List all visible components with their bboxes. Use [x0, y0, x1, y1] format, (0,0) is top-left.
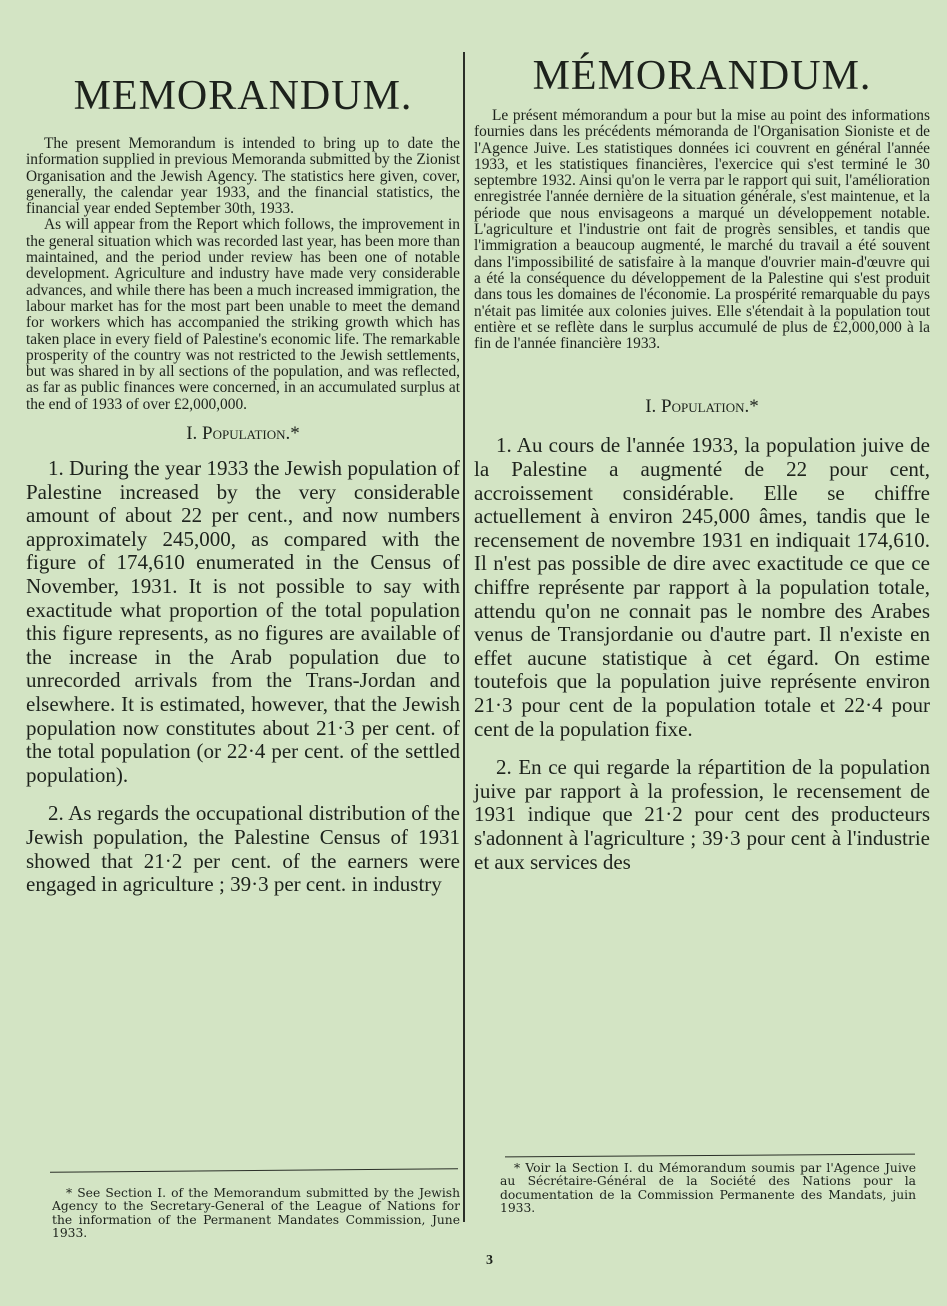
french-intro: [474, 108, 930, 352]
english-section-heading: [26, 423, 460, 445]
english-intro-paragraph: The present Memorandum is intended to bring up to date the information supplied in previous Memoranda submitted by the Zionist Organisation and the Jewish Agency. The statistics here given, cover, generally, the calendar year 1933, and the financial statistics, the financial year ended September 30th, 1933.: [26, 135, 460, 218]
english-intro-paragraph: As will appear from the Report which follows, the improvement in the general situation which was recorded last year, has been more than maintained, and the period under review has been one of notable development. Agriculture and industry have made very considerable advances, and while there has been a much increased immigration, the labour market has for the most part been unable to meet the demand for workers which has accompanied the striking growth which has taken place in every field of Palestine's economic life. The remarkable prosperity of the country was not restricted to the Jewish settlements, but was shared in by all sections of the population, and was reflected, as far as public finances were concerned, in an accumulated surplus at the end of 1933 of over £2,000,000.: [26, 216, 460, 413]
english-footnote-rule: [50, 1168, 458, 1173]
french-body: [474, 434, 930, 874]
french-section-heading: [474, 396, 930, 418]
english-title: MEMORANDUM.: [73, 73, 413, 119]
english-body: [26, 457, 460, 897]
english-paragraph-1: 1. During the year 1933 the Jewish population of Palestine increased by the very considerable amount of about 22 per cent., and now numbers approximately 245,000, as compared with the figure of 174,610 enumerated in the Census of November, 1931. It is not possible to say with exactitude what proportion of the total population this figure represents, as no figures are available of the increase in the Arab population due to unrecorded arrivals from the Trans-Jordan and elsewhere. It is estimated, however, that the Jewish population now constitutes about 21·3 per cent. of the total population (or 22·4 per cent. of the settled population).: [26, 456, 460, 787]
french-footnote-text: * Voir la Section I. du Mémorandum soumis par l'Agence Juive au Sécrétaire-Général de la Société des Nations pour la documentation de la Commission Permanente des Mandats, juin 1933.: [500, 1161, 916, 1215]
english-intro: [26, 136, 460, 413]
page-number: 3: [486, 1253, 493, 1268]
english-footnote-text: * See Section I. of the Memorandum submitted by the Jewish Agency to the Secretary-General of the League of Nations for the information of the Permanent Mandates Commission, June 1933.: [52, 1186, 460, 1240]
french-column: [474, 0, 930, 874]
column-divider: [463, 52, 465, 1222]
french-intro-paragraph: Le présent mémorandum a pour but la mise au point des informations fournies dans les précédents mémoranda de l'Organisation Sioniste et de l'Agence Juive. Les statistiques données ici couvrent en général l'année 1933, et les statistiques financières, l'exercice qui s'est terminé le 30 septembre 1932. Ainsi qu'on le verra par le rapport qui suit, l'amélioration enregistrée l'année dernière de la situation générale, s'est maintenue, et la période que nous envisageons a marqué un développement notable. L'agriculture et l'industrie ont fait de progrès sensibles, et tandis que l'immigration a beaucoup augmenté, le marché du travail a été souvent dans l'impossibilité de satisfaire à la manque d'ouvrier main-d'œuvre qui a été la conséquence du développement de la Palestine qui s'est produit dans tous les domaines de l'économie. La prospérité remarquable du pays n'était pas limitée aux colonies juives. Elle s'étendait à la population tout entière et se reflète dans le surplus accumulé de plus de £2,000,000 à la fin de l'année financière 1933.: [474, 107, 930, 353]
french-paragraph-2: 2. En ce qui regarde la répartition de la population juive par rapport à la profession, le recensement de 1931 indique que 21·2 pour cent des producteurs s'adonnent à l'agriculture ; 39·3 pour cent à l'industrie et aux services des: [474, 755, 930, 874]
french-footnote-rule: [505, 1154, 915, 1158]
english-paragraph-2: 2. As regards the occupational distribution of the Jewish population, the Palestine Census of 1931 showed that 21·2 per cent. of the earners were engaged in agriculture ; 39·3 per cent. in industry: [26, 801, 460, 897]
french-footnote: [500, 1162, 916, 1215]
french-title: MÉMORANDUM.: [532, 53, 872, 99]
english-column: [26, 0, 460, 897]
french-section-heading-text: I. Population.*: [645, 396, 759, 418]
english-section-heading-text: I. Population.*: [186, 423, 300, 445]
french-paragraph-1: 1. Au cours de l'année 1933, la population juive de la Palestine a augmenté de 22 pour cent, accroissement considérable. Elle se chiffre actuellement à environ 245,000 âmes, tandis que le recensement de novembre 1931 en indiquait 174,610. Il n'est pas possible de dire avec exactitude ce que ce chiffre représente par rapport à la population totale, attendu qu'on ne connait pas le nombre des Arabes venus de Transjordanie ou d'autre part. Il n'existe en effet aucune statistique à cet égard. On estime toutefois que la population juive représente environ 21·3 pour cent de la population totale et 22·4 pour cent de la population fixe.: [474, 433, 930, 741]
english-footnote: [52, 1187, 460, 1240]
